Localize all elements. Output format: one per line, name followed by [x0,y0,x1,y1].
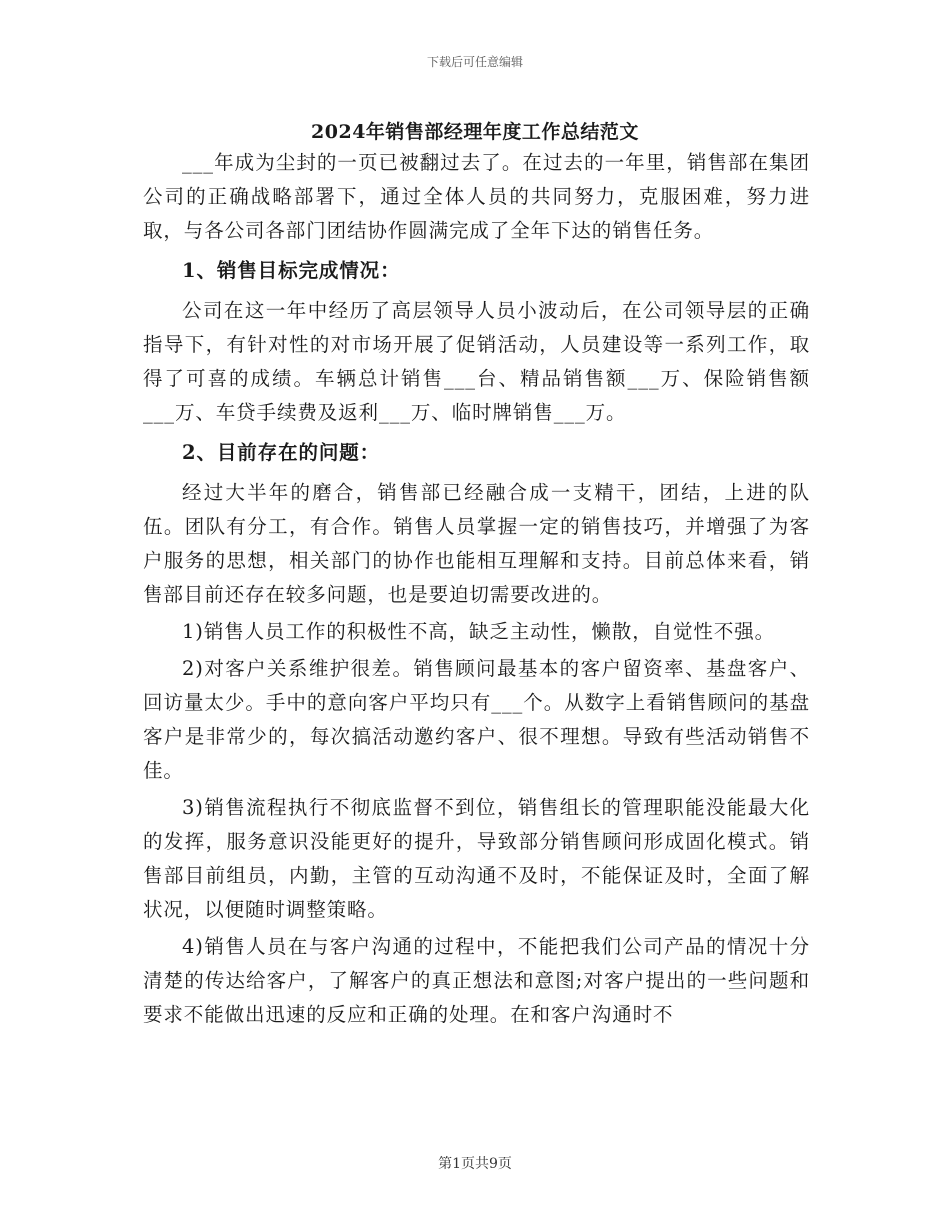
body-paragraph: 公司在这一年中经历了高层领导人员小波动后，在公司领导层的正确指导下，有针对性的对市场开展了促销活动，人员建设等一系列工作，取得了可喜的成绩。车辆总计销售___台、精品销售额___万、保险销售额___万、车贷手续费及返利___万、临时牌销售___万。 [143,299,810,424]
section-heading: 1、销售目标完成情况： [182,259,401,282]
document-title: 2024年销售部经理年度工作总结范文 [311,121,639,143]
page-number: 第1页共9页 [438,1156,512,1172]
document-body [143,146,810,1035]
list-item: 1)销售人员工作的积极性不高，缺乏主动性，懒散，自觉性不强。 [182,620,776,643]
intro-paragraph: ___年成为尘封的一页已被翻过去了。在过去的一年里，销售部在集团公司的正确战略部署下，通过全体人员的共同努力，克服困难，努力进取，与各公司各部门团结协作圆满完成了全年下达的销售任务。 [143,151,810,242]
list-item: 4)销售人员在与客户沟通的过程中，不能把我们公司产品的情况十分清楚的传达给客户，了解客户的真正想法和意图;对客户提出的一些问题和要求不能做出迅速的反应和正确的处理。在和客户沟通时不 [143,935,810,1026]
section-heading: 2、目前存在的问题： [182,441,381,464]
body-paragraph: 经过大半年的磨合，销售部已经融合成一支精干，团结，上进的队伍。团队有分工，有合作。销售人员掌握一定的销售技巧，并增强了为客户服务的思想，相关部门的协作也能相互理解和支持。目前总体来看，销售部目前还存在较多问题，也是要迫切需要改进的。 [143,481,810,606]
list-item: 3)销售流程执行不彻底监督不到位，销售组长的管理职能没能最大化的发挥，服务意识没能更好的提升，导致部分销售顾问形成固化模式。销售部目前组员，内勤，主管的互动沟通不及时，不能保证及时，全面了解状况，以便随时调整策略。 [143,796,810,921]
page-header: 下载后可任意编辑 [426,55,523,69]
list-item: 2)对客户关系维护很差。销售顾问最基本的客户留资率、基盘客户、回访量太少。手中的意向客户平均只有___个。从数字上看销售顾问的基盘客户是非常少的，每次搞活动邀约客户、很不理想。导致有些活动销售不佳。 [143,657,810,782]
